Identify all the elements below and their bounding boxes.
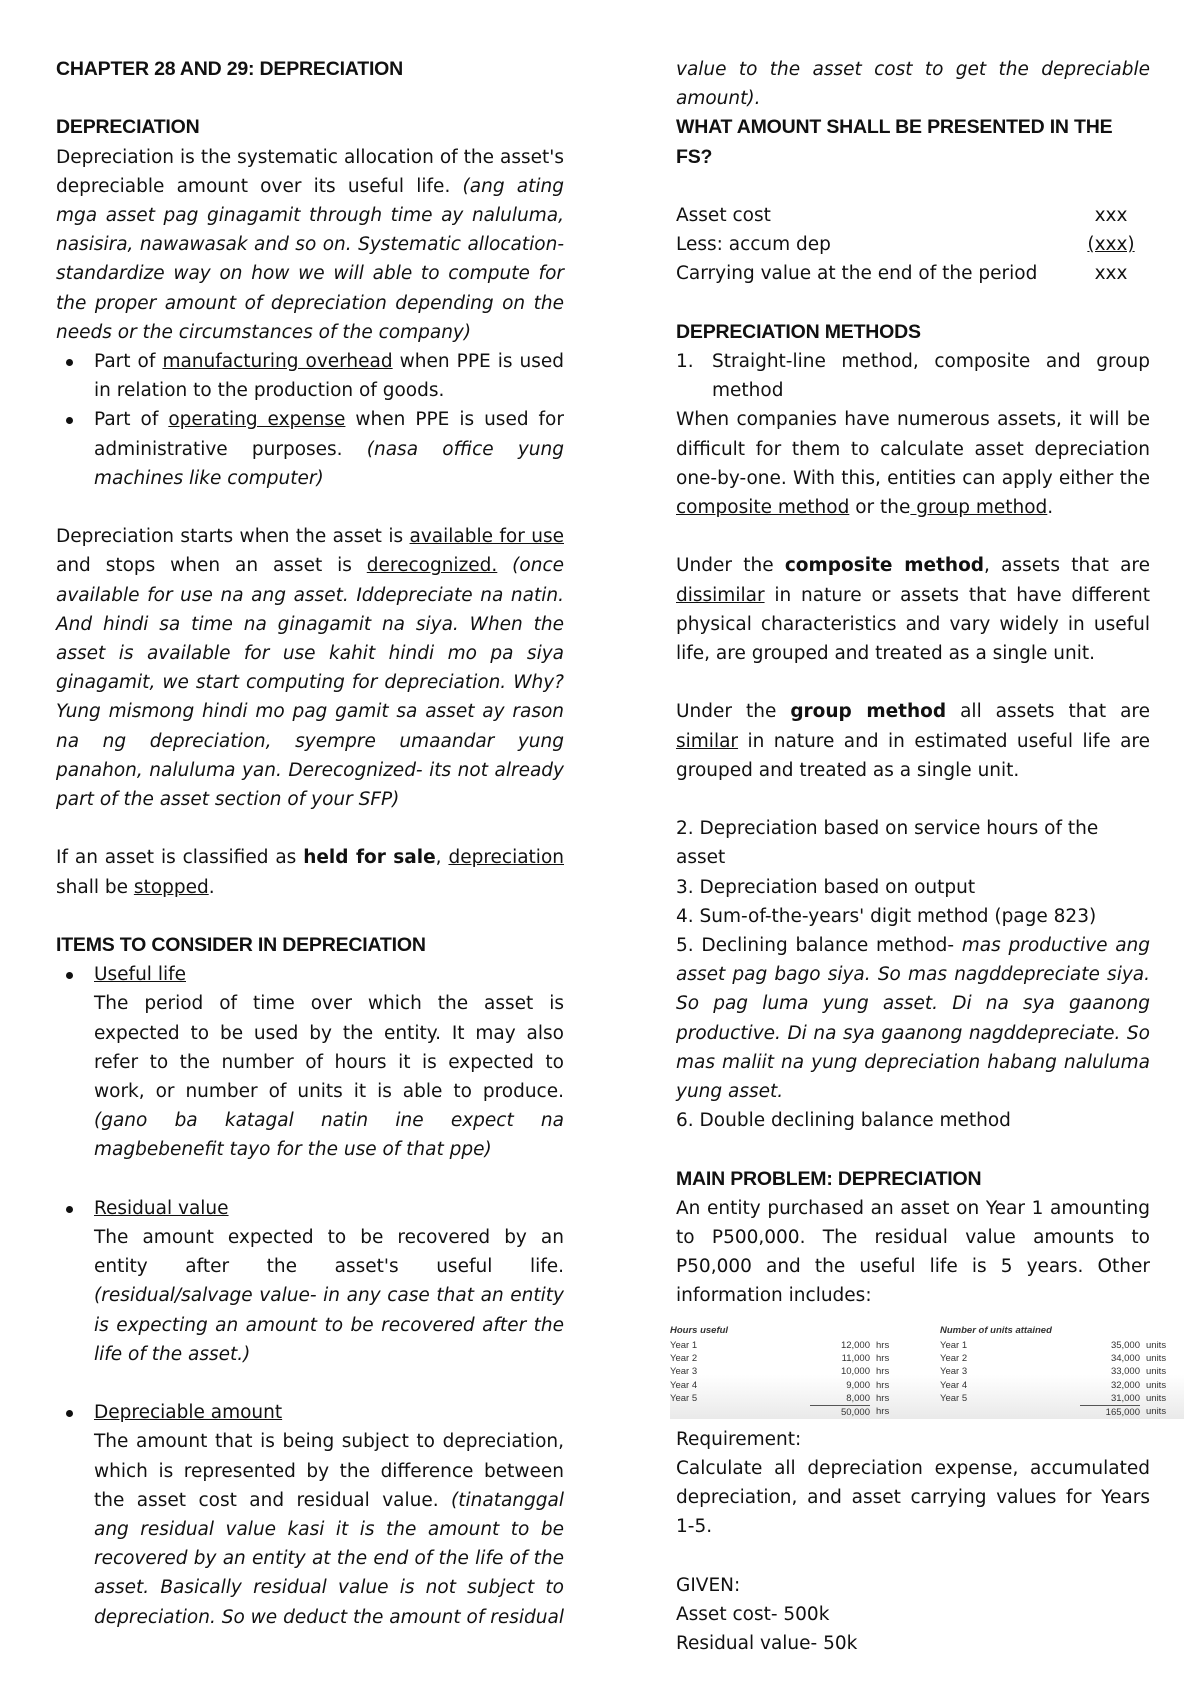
given-asset-cost: Asset cost- 500k: [676, 1603, 830, 1625]
left-column: [56, 55, 564, 1632]
group-paragraph: Under the group method all assets that are similar in nature and in estimated useful life are grouped and treated as a single unit.: [676, 701, 1150, 781]
units-table-title: Number of units attained: [940, 1324, 1052, 1336]
table-row: Year 1 35,000 units: [940, 1339, 1167, 1351]
table-row: Year 4 9,000 hrs: [670, 1379, 890, 1391]
table-total-row: 165,000 units: [940, 1405, 1180, 1418]
requirement-text: Calculate all depreciation expense, accumulated depreciation, and asset carrying values for Years 1-5.: [676, 1457, 1150, 1538]
items-heading: ITEMS TO CONSIDER IN DEPRECIATION: [56, 934, 426, 957]
item-title: Residual value: [94, 1197, 229, 1219]
bullet-icon: [66, 417, 73, 424]
problem-heading: MAIN PROBLEM: DEPRECIATION: [676, 1167, 982, 1190]
method1-paragraph: When companies have numerous assets, it will be difficult for them to calculate asset depreciation one-by-one. With this, entities can apply either the composite method or the group method.: [676, 409, 1150, 519]
units-table: [940, 1325, 1180, 1419]
method-5: 5. Declining balance method- mas productive ang asset pag bago siya. So mas nagddepreciate siya. So pag luma yung asset. Di na sya gaanong productive. Di na sya gaanong nagddepreciate. So mas maliit na yung depreciation habang naluluma yung asset.: [676, 935, 1150, 1103]
requirement-label: Requirement:: [676, 1428, 802, 1450]
method-2: 2. Depreciation based on service hours of the asset: [676, 818, 1099, 869]
list-item: [56, 1398, 564, 1632]
depreciation-start-paragraph: Depreciation starts when the asset is available for use and stops when an asset is derecognized. (once available for use na ang asset. Iddepreciate na natin. And hindi sa time na ginagamit na siya. When the asset is available for use kahit hindi mo pa siya ginagamit, we start computing for depreciation. Why? Yung mismong hindi mo pag gamit sa asset ay rason na ng depreciation, syempre umaandar yung panahon, naluluma yan. Derecognized- its not already part of the asset section of your SFP): [56, 526, 564, 811]
fs-presentation: [676, 201, 1150, 289]
hours-units-table: [670, 1321, 1184, 1419]
given-label: GIVEN:: [676, 1574, 741, 1596]
bullet-icon: [66, 972, 73, 979]
depreciation-definition: Depreciation is the systematic allocation of the asset's depreciable amount over its useful life. (ang ating mga asset pag ginagamit through time ay naluluma, nasisira, nawawasak and so on. Systematic allocation- standardize way on how we will able to compute for the proper amount of depreciation depending on the needs or the circumstances of the company): [56, 146, 564, 343]
bullet-icon: [66, 1410, 73, 1417]
list-item: Part of operating expense when PPE is used for administrative purposes. (nasa office yung machines like computer): [56, 405, 564, 493]
hours-table: [670, 1325, 910, 1419]
method-6: 6. Double declining balance method: [676, 1110, 1011, 1132]
list-item: 1. Straight-line method, composite and group method: [676, 351, 1150, 402]
table-total-row: 50,000 hrs: [670, 1405, 910, 1418]
fs-row: Less: accum dep (xxx): [676, 234, 1135, 256]
table-row: Year 3 33,000 units: [940, 1366, 1167, 1378]
composite-paragraph: Under the composite method, assets that are dissimilar in nature or assets that have different physical characteristics and vary widely in useful life, are grouped and treated as a single unit.: [676, 555, 1150, 665]
table-row: Year 4 32,000 units: [940, 1379, 1167, 1391]
table-row: Year 5 31,000 units: [940, 1392, 1167, 1404]
table-row: Year 1 12,000 hrs: [670, 1339, 890, 1351]
item-title: Depreciable amount: [94, 1402, 283, 1424]
fs-heading: WHAT AMOUNT SHALL BE PRESENTED IN THE FS?: [676, 116, 1113, 168]
table-row: Year 2 34,000 units: [940, 1352, 1167, 1364]
methods-list: [676, 347, 1150, 405]
items-list: [56, 960, 564, 1632]
item-title: Useful life: [94, 964, 186, 986]
methods-heading: DEPRECIATION METHODS: [676, 320, 921, 343]
bullet-icon: [66, 359, 73, 366]
table-row: Year 5 8,000 hrs: [670, 1392, 890, 1404]
table-row: Year 2 11,000 hrs: [670, 1352, 890, 1364]
list-item: [56, 1194, 564, 1369]
continuation-text: value to the asset cost to get the depreciable amount).: [676, 59, 1150, 110]
fs-row: Asset cost xxx: [676, 205, 1128, 226]
hours-table-title: Hours useful: [670, 1324, 729, 1336]
item-text: The period of time over which the asset is expected to be used by the entity. It may also refer to the number of hours it is expected to work, or number of units it is able to produce. (gano ba katagal natin ine expect na magbebenefit tayo for the use of that ppe): [94, 993, 564, 1161]
given-residual-value: Residual value- 50k: [676, 1633, 858, 1655]
item-text: The amount expected to be recovered by an entity after the asset's useful life. (residual/salvage value- in any case that an entity is expecting an amount to be recovered after the life of the asset.): [94, 1227, 564, 1365]
method-4: 4. Sum-of-the-years' digit method (page 823): [676, 905, 1097, 927]
right-column: [670, 55, 1167, 1658]
list-item: [56, 960, 564, 1164]
method-3: 3. Depreciation based on output: [676, 876, 976, 898]
fs-row: Carrying value at the end of the period xxx: [676, 263, 1128, 285]
depreciation-heading: DEPRECIATION: [56, 116, 200, 139]
table-row: Year 3 10,000 hrs: [670, 1366, 890, 1378]
chapter-title: CHAPTER 28 AND 29: DEPRECIATION: [56, 58, 404, 80]
held-for-sale-paragraph: If an asset is classified as held for sale, depreciation shall be stopped.: [56, 847, 564, 898]
bullet-icon: [66, 1206, 73, 1213]
problem-text: An entity purchased an asset on Year 1 amounting to P500,000. The residual value amounts to P50,000 and the useful life is 5 years. Other information includes:: [676, 1197, 1150, 1307]
list-item: Part of manufacturing overhead when PPE is used in relation to the production of goods.: [56, 347, 564, 405]
item-text: The amount that is being subject to depreciation, which is represented by the difference between the asset cost and residual value. (tinatanggal ang residual value kasi it is the amount to be recovered by an entity at the end of the life of the asset. Basically residual value is not subject to depreciation. So we deduct the amount of residual: [94, 1431, 564, 1628]
depreciation-bullets: [56, 347, 564, 493]
